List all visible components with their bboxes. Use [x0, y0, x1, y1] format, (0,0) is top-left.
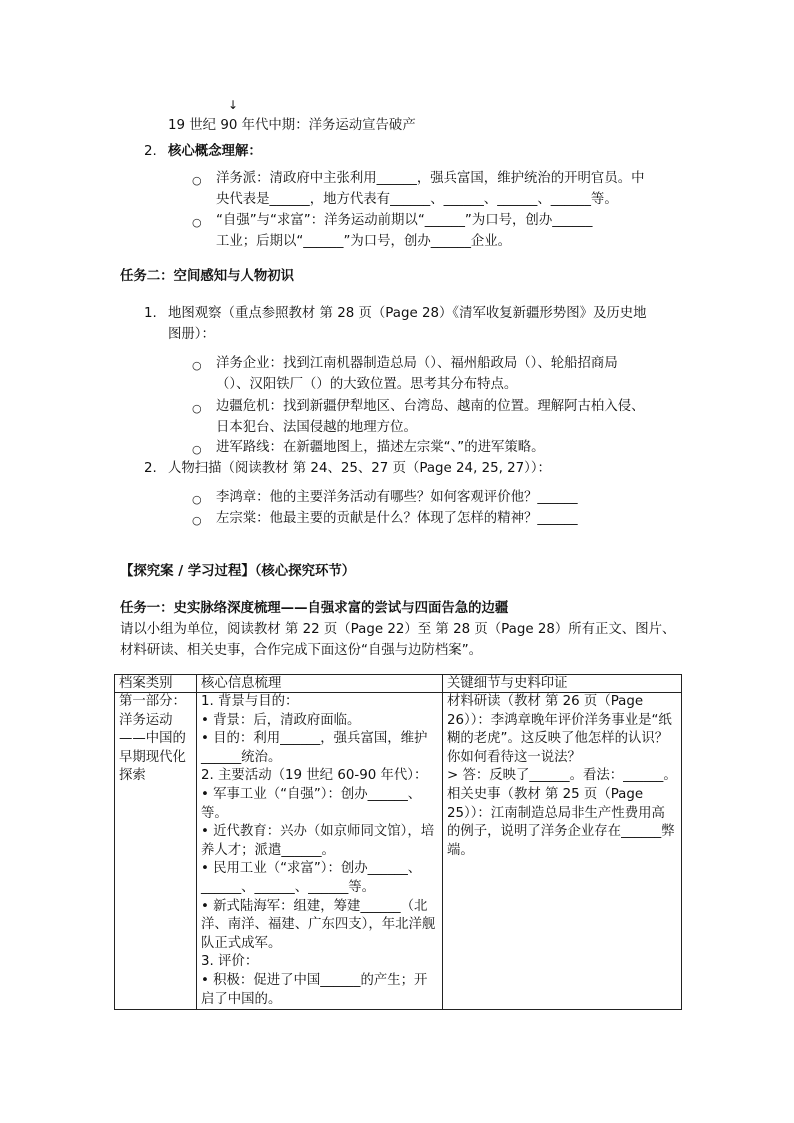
task2-enterprise-line2: （）、汉阳铁厂（）的大致位置。思考其分布特点。 — [216, 377, 518, 392]
task2-march-route: 进军路线：在新疆地图上，描述左宗棠“、”的进军策略。 — [216, 440, 545, 455]
core-info-line: • 军事工业（“自强”）：创办______、等。 — [201, 786, 422, 821]
archive-table — [114, 674, 682, 1010]
detail-cell — [443, 693, 682, 1010]
category-cell: 第一部分：洋务运动——中国的早期现代化探索 — [115, 693, 197, 1010]
table-header-core: 核心信息梳理 — [197, 675, 443, 693]
timeline-arrow-icon: ↓ — [228, 98, 239, 112]
table-header-row — [115, 675, 682, 693]
circle-bullet-icon: ○ — [192, 174, 202, 187]
core-info-cell — [197, 693, 443, 1010]
task2-person-zuo: 左宗棠：他最主要的贡献是什么？体现了怎样的精神？______ — [216, 511, 578, 526]
core-info-line: • 近代教育：兴办（如京师同文馆），培养人才；派遣______。 — [201, 824, 435, 858]
detail-line: 相关史事（教材 第 25 页（Page 25））：江南制造总局非生产性费用高的例子，说明了洋务企业存在______弊端。 — [447, 786, 675, 858]
circle-bullet-icon: ○ — [192, 514, 202, 527]
concepts-title: 核心概念理解： — [168, 144, 262, 159]
core-info-line: 1. 背景与目的： — [201, 694, 299, 709]
task1-title: 任务一：史实脉络深度梳理——自强求富的尝试与四面告急的边疆 — [120, 601, 509, 616]
task1-instruction-line2: 材料研读、相关史事，合作完成下面这份“自强与边防档案”。 — [120, 643, 483, 658]
concept-yangwu-line2: 央代表是______，地方代表有______、______、______、______等。 — [216, 192, 618, 207]
task2-frontier-line1: 边疆危机：找到新疆伊犁地区、台湾岛、越南的位置。理解阿古柏入侵、 — [216, 399, 645, 414]
task2-person-li: 李鸿章：他的主要洋务活动有哪些？如何客观评价他？______ — [216, 490, 578, 505]
task1-instruction-line1: 请以小组为单位，阅读教材 第 22 页（Page 22）至 第 28 页（Page 28）所有正文、图片、 — [120, 622, 676, 637]
circle-bullet-icon: ○ — [192, 402, 202, 415]
core-info-line: 3. 评价： — [201, 954, 259, 970]
concept-ziqiang-line2: 工业；后期以“______”为口号，创办______企业。 — [216, 234, 512, 249]
task2-enterprise-line1: 洋务企业：找到江南机器制造总局（）、福州船政局（）、轮船招商局 — [216, 356, 618, 371]
concept-yangwu-line1: 洋务派：清政府中主张利用______，强兵富国，维护统治的开明官员。中 — [216, 171, 645, 186]
timeline-end-text: 19 世纪 90 年代中期：洋务运动宣告破产 — [168, 118, 416, 133]
core-info-line: • 民用工业（“求富”）：创办______、______、______、______等。 — [201, 861, 422, 895]
table-header-detail: 关键细节与史料印证 — [443, 675, 682, 693]
task2-q1-number: 1. — [144, 306, 157, 321]
core-info-line: • 背景：后，清政府面临。 — [201, 712, 361, 728]
detail-line: 材料研读（教材 第 26 页（Page 26））：李鸿章晚年评价洋务事业是“纸糊的老虎”。这反映了他怎样的认识？你如何看待这一说法？ — [447, 694, 672, 765]
circle-bullet-icon: ○ — [192, 443, 202, 456]
core-info-line: • 新式陆海军：组建，筹建______（北洋、南洋、福建、广东四支），年北洋舰队正式成军。 — [201, 898, 436, 951]
core-info-line: • 积极：促进了中国______的产生；开启了中国的。 — [201, 972, 428, 1007]
core-info-line: 2. 主要活动（19 世纪 60-90 年代）： — [201, 768, 428, 784]
task2-q1-line1: 地图观察（重点参照教材 第 28 页（Page 28）《清军收复新疆形势图》及历史地 — [168, 306, 647, 321]
task2-q2-number: 2. — [144, 461, 157, 476]
task2-title: 任务二：空间感知与人物初识 — [120, 269, 295, 284]
concept-ziqiang-line1: “自强”与“求富”：洋务运动前期以“______”为口号，创办______ — [216, 213, 593, 228]
circle-bullet-icon: ○ — [192, 493, 202, 506]
explore-heading: 【探究案 / 学习过程】（核心探究环节） — [120, 564, 356, 579]
circle-bullet-icon: ○ — [192, 216, 202, 229]
task2-q1-line2: 图册）： — [168, 327, 215, 342]
task2-frontier-line2: 日本犯台、法国侵越的地理方位。 — [216, 420, 417, 435]
core-info-line: • 目的：利用______，强兵富国，维护______统治。 — [201, 731, 428, 765]
task2-q2: 人物扫描（阅读教材 第 24、25、27 页（Page 24, 25, 27））： — [168, 461, 551, 476]
circle-bullet-icon: ○ — [192, 359, 202, 372]
concepts-number: 2. — [144, 144, 157, 159]
table-header-category: 档案类别 — [115, 675, 197, 693]
detail-line: > 答：反映了______。看法：______。 — [447, 768, 677, 784]
table-row — [115, 693, 682, 1010]
